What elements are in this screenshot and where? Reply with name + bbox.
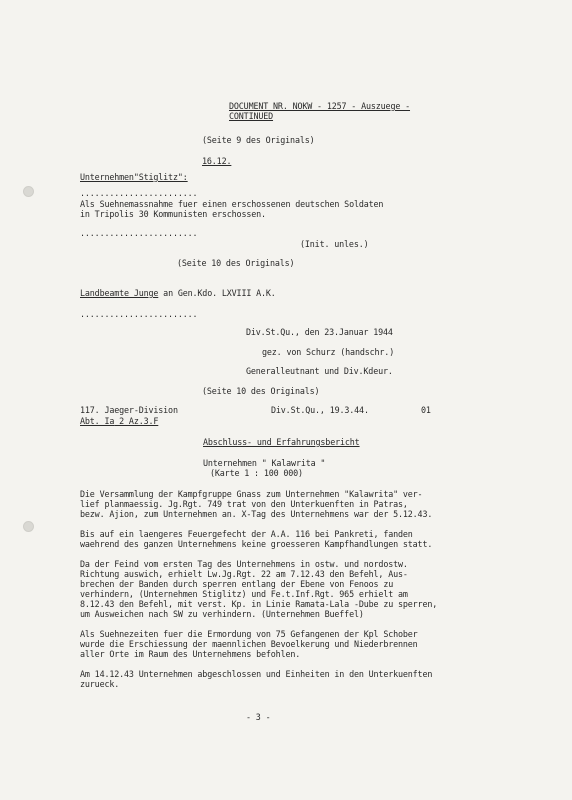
paragraph-line: um Ausweichen nach SW zu verhindern. (Unternehmen Bueffel) (80, 609, 364, 619)
paragraph-line: aller Orte im Raum des Unternehmens befohlen. (80, 649, 301, 659)
paragraph-line: Richtung auswich, erhielt Lw.Jg.Rgt. 22 am 7.12.43 den Befehl, Aus- (80, 569, 408, 579)
paragraph-line: Am 14.12.43 Unternehmen abgeschlossen und Einheiten in den Unterkuenften (80, 669, 433, 679)
operation-heading-kalawrita: Unternehmen " Kalawrita " (203, 458, 326, 468)
department-name: Abt. Ia (80, 416, 115, 426)
copy-number: 01 (421, 405, 431, 415)
paragraph-line: bezw. Ajion, zum Unternehmen an. X-Tag des Unternehmens war der 5.12.43. (80, 509, 433, 519)
page-reference: (Seite 10 des Originals) (177, 258, 295, 268)
page-reference: (Seite 9 des Originals) (202, 135, 315, 145)
page-reference: (Seite 10 des Originals) (202, 386, 320, 396)
paragraph-line: zurueck. (80, 679, 120, 689)
paragraph-line: brechen der Banden durch sperren entlang der Ebene von Fenoos zu (80, 579, 394, 589)
date-heading: 16.12. (202, 156, 232, 166)
document-header-continued: CONTINUED (229, 111, 274, 121)
department-reference: 2 Az.3.F (114, 416, 159, 426)
paragraph-line: Da der Feind vom ersten Tag des Unternehmens in ostw. und nordostw. (80, 559, 408, 569)
ellipsis-line: ........................ (80, 228, 198, 238)
map-scale: (Karte 1 : 100 000) (210, 468, 303, 478)
page-number: - 3 - (246, 712, 271, 722)
department-line (80, 416, 158, 426)
addressee-name: Landbeamte Junge (80, 288, 159, 298)
place-date-line: Div.St.Qu., den 23.Januar 1944 (246, 327, 393, 337)
punch-hole-bottom (23, 521, 34, 532)
paragraph-line: waehrend des ganzen Unternehmens keine groesseren Kampfhandlungen statt. (80, 539, 433, 549)
paragraph-line: wurde die Erschiessung der maennlichen Bevoelkerung und Niederbrennen (80, 639, 418, 649)
text-line: in Tripolis 30 Kommunisten erschossen. (80, 209, 266, 219)
division-place-date: Div.St.Qu., 19.3.44. (271, 405, 369, 415)
paragraph-line: Die Versammlung der Kampfgruppe Gnass zum Unternehmen "Kalawrita" ver- (80, 489, 423, 499)
signature-line: gez. von Schurz (handschr.) (262, 347, 395, 357)
ellipsis-line: ........................ (80, 309, 198, 319)
operation-heading-stiglitz: Unternehmen"Stiglitz": (80, 172, 188, 182)
addressee-target: an Gen.Kdo. LXVIII A.K. (158, 288, 276, 298)
paragraph-line: 8.12.43 den Befehl, mit verst. Kp. in Linie Ramata-Lala -Dube zu sperren, (80, 599, 438, 609)
report-title: Abschluss- und Erfahrungsbericht (203, 437, 360, 447)
initials-note: (Init. unles.) (300, 239, 369, 249)
paragraph-line: verhindern, (Unternehmen Stiglitz) und Fe.t.Inf.Rgt. 965 erhielt am (80, 589, 408, 599)
rank-line: Generalleutnant und Div.Kdeur. (246, 366, 393, 376)
punch-hole-top (23, 186, 34, 197)
paragraph-line: Bis auf ein laengeres Feuergefecht der A.A. 116 bei Pankreti, fanden (80, 529, 413, 539)
division-name: 117. Jaeger-Division (80, 405, 178, 415)
text-line: Als Suehnemassnahme fuer einen erschossenen deutschen Soldaten (80, 199, 384, 209)
ellipsis-line: ........................ (80, 188, 198, 198)
addressee-line (80, 288, 276, 298)
paragraph-line: lief planmaessig. Jg.Rgt. 749 trat von den Unterkuenften in Patras, (80, 499, 408, 509)
document-header: DOCUMENT NR. NOKW - 1257 - Auszuege - (229, 101, 411, 111)
paragraph-line: Als Suehnezeiten fuer die Ermordung von 75 Gefangenen der Kpl Schober (80, 629, 418, 639)
